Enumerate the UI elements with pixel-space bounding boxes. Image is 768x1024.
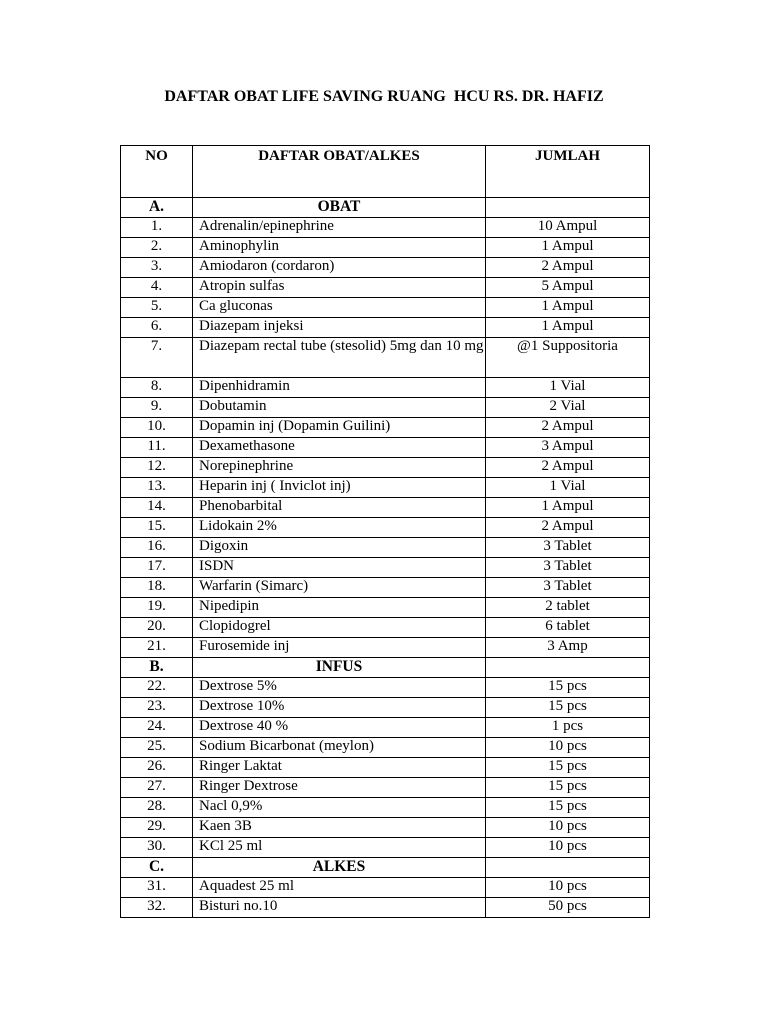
table-row	[121, 238, 650, 258]
item-quantity: 10 pcs	[486, 878, 650, 898]
section-title: ALKES	[193, 858, 486, 878]
item-quantity: 2 Ampul	[486, 518, 650, 538]
item-quantity: 1 Vial	[486, 478, 650, 498]
item-quantity: 2 tablet	[486, 598, 650, 618]
item-name: Dipenhidramin	[193, 378, 486, 398]
item-name: Adrenalin/epinephrine	[193, 218, 486, 238]
table-row	[121, 778, 650, 798]
section-letter: A.	[121, 198, 193, 218]
item-name: Dextrose 5%	[193, 678, 486, 698]
item-number: 26.	[121, 758, 193, 778]
item-name: Lidokain 2%	[193, 518, 486, 538]
item-quantity: 15 pcs	[486, 678, 650, 698]
item-number: 3.	[121, 258, 193, 278]
item-quantity: 50 pcs	[486, 898, 650, 918]
table-row	[121, 798, 650, 818]
drug-list-table	[120, 145, 650, 918]
item-name: Dextrose 40 %	[193, 718, 486, 738]
item-name: ISDN	[193, 558, 486, 578]
table-row	[121, 298, 650, 318]
item-quantity: 3 Tablet	[486, 538, 650, 558]
item-quantity: @1 Suppositoria	[486, 338, 650, 378]
table-row	[121, 818, 650, 838]
item-name: Bisturi no.10	[193, 898, 486, 918]
item-name: Dobutamin	[193, 398, 486, 418]
table-row	[121, 418, 650, 438]
table-row	[121, 578, 650, 598]
item-name: Nacl 0,9%	[193, 798, 486, 818]
header-quantity: JUMLAH	[486, 146, 650, 198]
item-name: Atropin sulfas	[193, 278, 486, 298]
table-row	[121, 638, 650, 658]
item-number: 14.	[121, 498, 193, 518]
item-number: 32.	[121, 898, 193, 918]
item-quantity: 2 Ampul	[486, 258, 650, 278]
item-name: Diazepam rectal tube (stesolid) 5mg dan 10 mg	[193, 338, 486, 378]
table-row	[121, 378, 650, 398]
item-number: 1.	[121, 218, 193, 238]
item-quantity: 5 Ampul	[486, 278, 650, 298]
item-name: Sodium Bicarbonat (meylon)	[193, 738, 486, 758]
item-quantity: 1 pcs	[486, 718, 650, 738]
item-name: Ca gluconas	[193, 298, 486, 318]
item-number: 18.	[121, 578, 193, 598]
item-number: 30.	[121, 838, 193, 858]
item-number: 5.	[121, 298, 193, 318]
item-name: Phenobarbital	[193, 498, 486, 518]
table-body	[121, 198, 650, 918]
section-quantity-empty	[486, 658, 650, 678]
item-name: Amiodaron (cordaron)	[193, 258, 486, 278]
item-quantity: 2 Ampul	[486, 458, 650, 478]
item-quantity: 3 Amp	[486, 638, 650, 658]
item-number: 20.	[121, 618, 193, 638]
table-row	[121, 318, 650, 338]
item-quantity: 1 Ampul	[486, 298, 650, 318]
item-number: 28.	[121, 798, 193, 818]
table-row	[121, 678, 650, 698]
item-name: Ringer Laktat	[193, 758, 486, 778]
item-name: Digoxin	[193, 538, 486, 558]
table-row	[121, 258, 650, 278]
item-name: Aquadest 25 ml	[193, 878, 486, 898]
item-quantity: 1 Ampul	[486, 318, 650, 338]
item-number: 25.	[121, 738, 193, 758]
item-name: KCl 25 ml	[193, 838, 486, 858]
table-row	[121, 338, 650, 378]
item-quantity: 2 Vial	[486, 398, 650, 418]
item-quantity: 2 Ampul	[486, 418, 650, 438]
item-number: 12.	[121, 458, 193, 478]
item-name: Warfarin (Simarc)	[193, 578, 486, 598]
table-row	[121, 518, 650, 538]
item-number: 15.	[121, 518, 193, 538]
table-row	[121, 598, 650, 618]
item-number: 17.	[121, 558, 193, 578]
item-number: 4.	[121, 278, 193, 298]
section-letter: B.	[121, 658, 193, 678]
table-row	[121, 278, 650, 298]
section-row	[121, 858, 650, 878]
item-name: Furosemide inj	[193, 638, 486, 658]
item-number: 11.	[121, 438, 193, 458]
table-row	[121, 498, 650, 518]
item-name: Dextrose 10%	[193, 698, 486, 718]
table-row	[121, 898, 650, 918]
item-number: 8.	[121, 378, 193, 398]
item-name: Ringer Dextrose	[193, 778, 486, 798]
section-letter: C.	[121, 858, 193, 878]
table-row	[121, 538, 650, 558]
item-quantity: 1 Ampul	[486, 498, 650, 518]
item-number: 22.	[121, 678, 193, 698]
table-header-row	[121, 146, 650, 198]
item-quantity: 3 Tablet	[486, 558, 650, 578]
item-quantity: 1 Ampul	[486, 238, 650, 258]
item-number: 10.	[121, 418, 193, 438]
item-quantity: 1 Vial	[486, 378, 650, 398]
table-row	[121, 478, 650, 498]
item-quantity: 15 pcs	[486, 778, 650, 798]
item-quantity: 15 pcs	[486, 758, 650, 778]
item-name: Diazepam injeksi	[193, 318, 486, 338]
table-row	[121, 878, 650, 898]
item-name: Heparin inj ( Inviclot inj)	[193, 478, 486, 498]
item-quantity: 3 Tablet	[486, 578, 650, 598]
item-name: Aminophylin	[193, 238, 486, 258]
table-row	[121, 438, 650, 458]
item-quantity: 10 Ampul	[486, 218, 650, 238]
item-name: Norepinephrine	[193, 458, 486, 478]
section-row	[121, 658, 650, 678]
item-number: 31.	[121, 878, 193, 898]
item-number: 9.	[121, 398, 193, 418]
table-row	[121, 838, 650, 858]
table-row	[121, 458, 650, 478]
header-drug-name: DAFTAR OBAT/ALKES	[193, 146, 486, 198]
item-name: Dopamin inj (Dopamin Guilini)	[193, 418, 486, 438]
item-number: 16.	[121, 538, 193, 558]
section-title: OBAT	[193, 198, 486, 218]
item-number: 27.	[121, 778, 193, 798]
table-row	[121, 758, 650, 778]
item-number: 7.	[121, 338, 193, 378]
item-quantity: 3 Ampul	[486, 438, 650, 458]
item-number: 21.	[121, 638, 193, 658]
item-number: 13.	[121, 478, 193, 498]
item-quantity: 10 pcs	[486, 738, 650, 758]
item-number: 29.	[121, 818, 193, 838]
item-name: Nipedipin	[193, 598, 486, 618]
item-quantity: 15 pcs	[486, 698, 650, 718]
table-row	[121, 618, 650, 638]
item-name: Dexamethasone	[193, 438, 486, 458]
section-quantity-empty	[486, 858, 650, 878]
table-row	[121, 698, 650, 718]
item-quantity: 6 tablet	[486, 618, 650, 638]
item-quantity: 10 pcs	[486, 818, 650, 838]
header-no: NO	[121, 146, 193, 198]
item-number: 2.	[121, 238, 193, 258]
table-row	[121, 738, 650, 758]
table-row	[121, 218, 650, 238]
section-quantity-empty	[486, 198, 650, 218]
item-name: Clopidogrel	[193, 618, 486, 638]
item-quantity: 10 pcs	[486, 838, 650, 858]
item-number: 23.	[121, 698, 193, 718]
item-number: 24.	[121, 718, 193, 738]
item-quantity: 15 pcs	[486, 798, 650, 818]
section-row	[121, 198, 650, 218]
table-row	[121, 558, 650, 578]
document-title: DAFTAR OBAT LIFE SAVING RUANG HCU RS. DR. HAFIZ	[164, 88, 604, 105]
item-number: 6.	[121, 318, 193, 338]
item-number: 19.	[121, 598, 193, 618]
table-row	[121, 718, 650, 738]
item-name: Kaen 3B	[193, 818, 486, 838]
table-row	[121, 398, 650, 418]
section-title: INFUS	[193, 658, 486, 678]
